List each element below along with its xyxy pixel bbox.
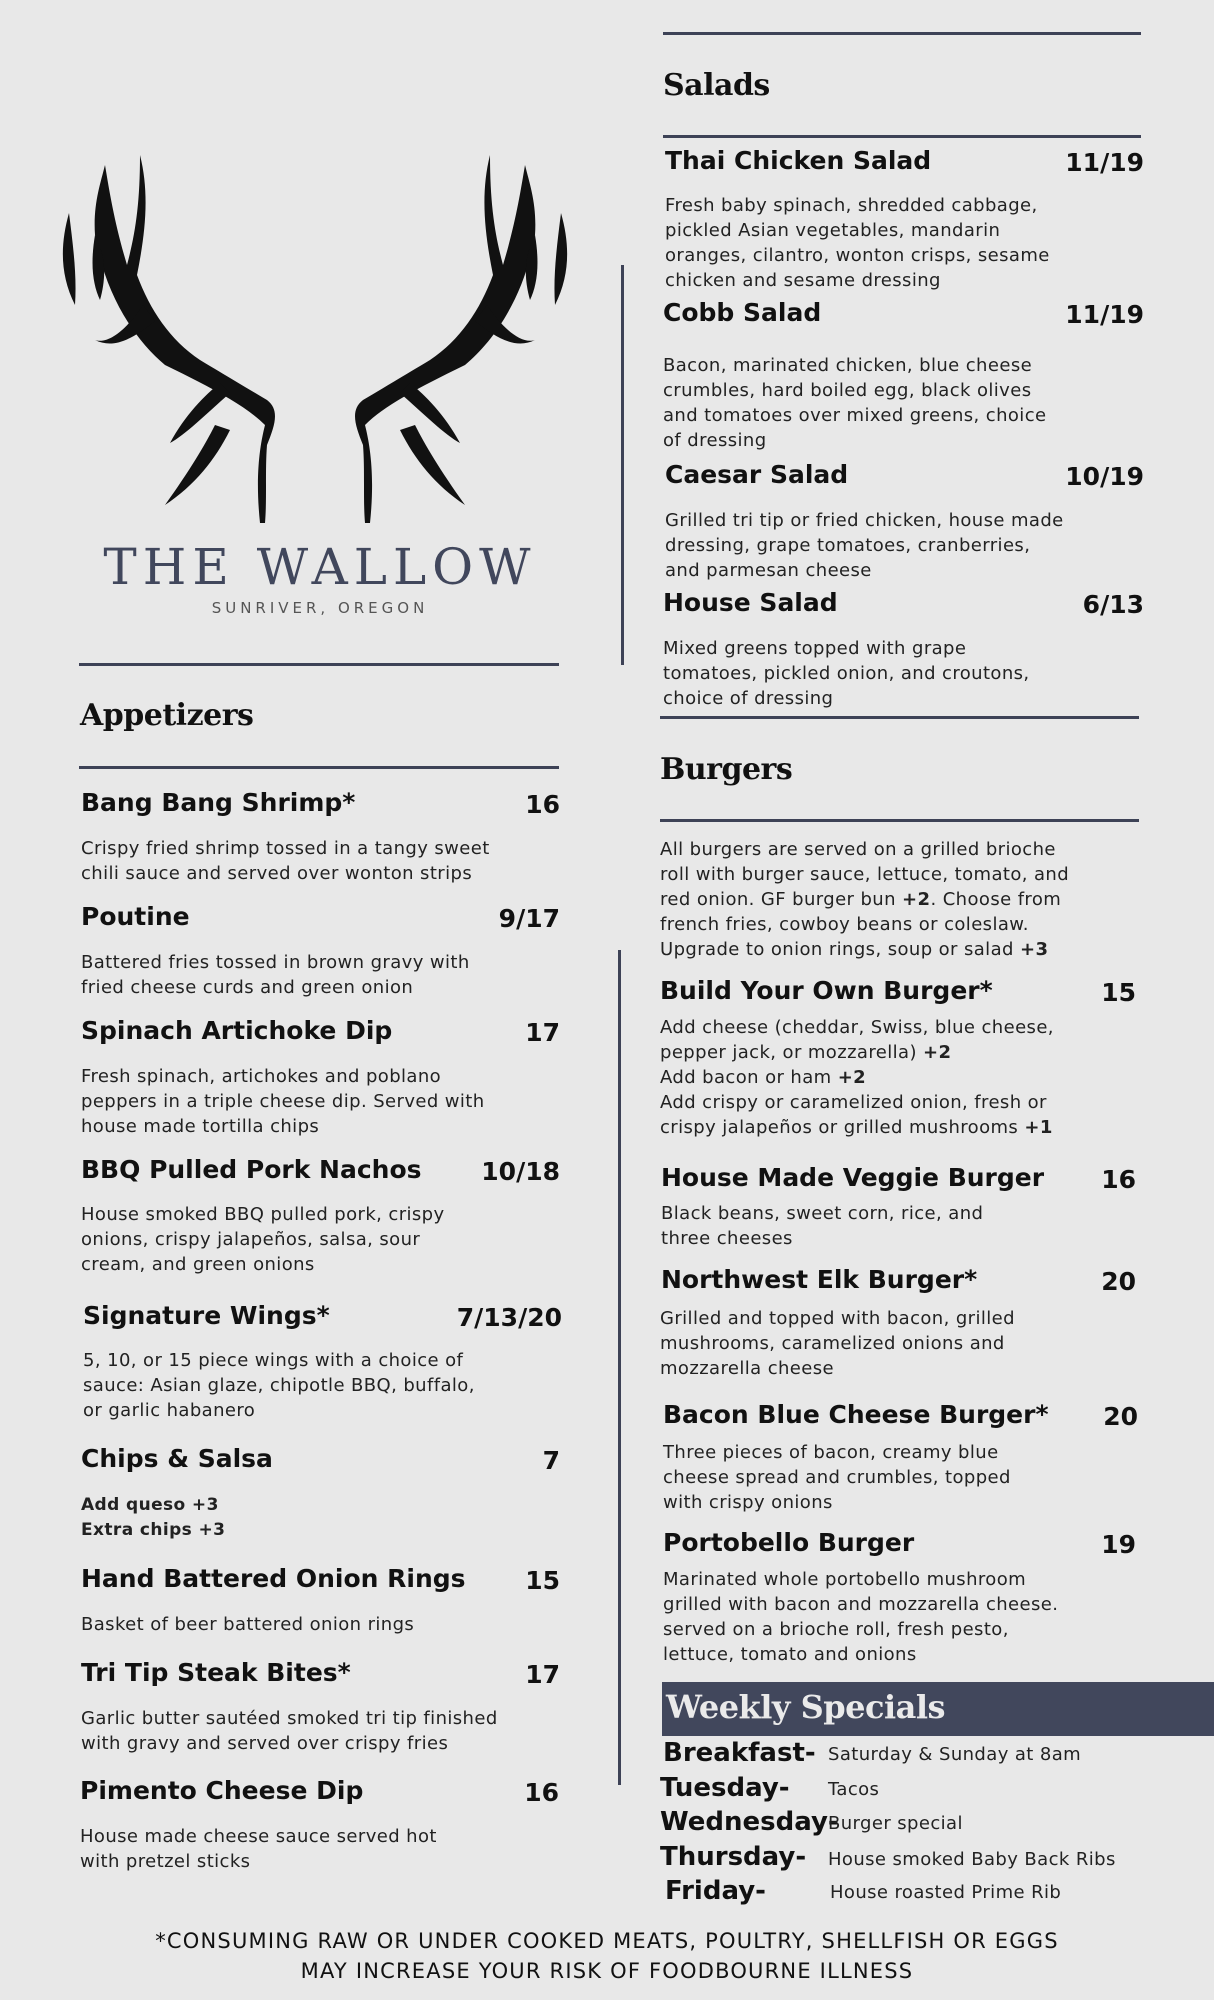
item-price: 17 [525,1018,560,1047]
item-description: Garlic butter sautéed smoked tri tip finished with gravy and served over crispy fries [81,1708,498,1754]
divider [663,135,1141,138]
health-disclaimer-line2: MAY INCREASE YOUR RISK OF FOODBOURNE ILLNESS [300,1959,914,1983]
item-name: BBQ Pulled Pork Nachos [81,1155,422,1184]
item-description: Fresh baby spinach, shredded cabbage, pickled Asian vegetables, mandarin oranges, cilantro, wonton crisps, sesame chicken and sesame dressing [665,195,1050,291]
divider [79,663,559,666]
item-description: Add queso +3 Extra chips +3 [81,1495,226,1540]
item-description: Grilled tri tip or fried chicken, house made dressing, grape tomatoes, cranberries, and parmesan cheese [665,510,1064,581]
item-name: House Salad [663,588,838,617]
item-price: 20 [1103,1402,1138,1431]
column-divider [618,950,621,1785]
item-description: Black beans, sweet corn, rice, and three cheeses [661,1203,984,1249]
item-description: Crispy fried shrimp tossed in a tangy sweet chili sauce and served over wonton strips [81,838,490,884]
divider [79,766,559,769]
item-description: Mixed greens topped with grape tomatoes, pickled onion, and croutons, choice of dressing [663,638,1030,709]
burgers-intro: All burgers are served on a grilled brioche roll with burger sauce, lettuce, tomato, and red onion. GF burger bun +2. Choose from french fries, cowboy beans or coleslaw. Upgrade to onion rings, soup or salad +3 [660,839,1070,960]
item-name: Build Your Own Burger* [660,976,993,1005]
health-disclaimer-line1: *CONSUMING RAW OR UNDER COOKED MEATS, POULTRY, SHELLFISH OR EGGS [155,1929,1059,1953]
item-price: 16 [525,790,560,819]
special-description: House roasted Prime Rib [830,1882,1062,1903]
item-name: Tri Tip Steak Bites* [81,1658,351,1687]
item-description: Marinated whole portobello mushroom grilled with bacon and mozzarella cheese. served on a brioche roll, fresh pesto, lettuce, tomato and onions [663,1569,1059,1665]
item-price: 6/13 [1082,590,1144,619]
item-price: 19 [1101,1530,1136,1559]
item-price: 11/19 [1065,300,1144,329]
special-day: Wednesday- [660,1807,839,1837]
item-price: 15 [525,1566,560,1595]
item-price: 16 [524,1778,559,1807]
item-description: 5, 10, or 15 piece wings with a choice of sauce: Asian glaze, chipotle BBQ, buffalo, or garlic habanero [83,1350,475,1421]
special-description: Burger special [828,1813,963,1834]
burgers-heading: Burgers [660,752,793,787]
special-description: Saturday & Sunday at 8am [828,1744,1082,1765]
item-description: Bacon, marinated chicken, blue cheese crumbles, hard boiled egg, black olives and tomatoes over mixed greens, choice of dressing [663,355,1047,451]
item-description: Fresh spinach, artichokes and poblano peppers in a triple cheese dip. Served with house made tortilla chips [81,1066,485,1137]
item-price: 7/13/20 [456,1303,562,1332]
item-price: 11/19 [1065,148,1144,177]
special-description: House smoked Baby Back Ribs [828,1849,1116,1870]
special-day: Breakfast- [663,1738,816,1768]
item-description: Add cheese (cheddar, Swiss, blue cheese, pepper jack, or mozzarella) +2 Add bacon or ham +2 Add crispy or caramelized onion, fresh or crispy jalapeños or grilled mushrooms +1 [660,1017,1054,1138]
special-description: Tacos [828,1779,880,1800]
divider [663,32,1141,35]
specials-heading: Weekly Specials [666,1688,945,1726]
item-name: Signature Wings* [83,1301,330,1330]
item-name: Bacon Blue Cheese Burger* [663,1400,1049,1429]
special-day: Thursday- [660,1842,807,1872]
divider [660,819,1139,822]
special-day: Tuesday- [660,1773,790,1803]
item-price: 10/18 [481,1157,560,1186]
brand-name: THE WALLOW [103,538,537,596]
item-name: Poutine [81,902,190,931]
item-name: Thai Chicken Salad [665,146,932,175]
item-description: Grilled and topped with bacon, grilled mushrooms, caramelized onions and mozzarella cheese [660,1308,1015,1379]
item-price: 17 [525,1660,560,1689]
antlers-logo [55,125,595,535]
item-name: Pimento Cheese Dip [80,1776,364,1805]
item-name: Northwest Elk Burger* [661,1265,978,1294]
item-price: 10/19 [1065,462,1144,491]
salads-heading: Salads [663,68,770,103]
item-price: 20 [1101,1267,1136,1296]
item-name: House Made Veggie Burger [661,1163,1045,1192]
item-name: Spinach Artichoke Dip [81,1016,393,1045]
item-description: House smoked BBQ pulled pork, crispy onions, crispy jalapeños, salsa, sour cream, and green onions [81,1204,445,1275]
column-divider [621,265,624,665]
item-description: Three pieces of bacon, creamy blue cheese spread and crumbles, topped with crispy onions [663,1442,1011,1513]
item-name: Caesar Salad [665,460,849,489]
item-description: House made cheese sauce served hot with pretzel sticks [80,1826,437,1872]
item-name: Bang Bang Shrimp* [81,788,356,817]
item-price: 15 [1101,978,1136,1007]
special-day: Friday- [665,1876,766,1906]
item-price: 16 [1101,1165,1136,1194]
item-name: Portobello Burger [663,1528,915,1557]
item-description: Battered fries tossed in brown gravy with fried cheese curds and green onion [81,952,470,998]
brand-location: SUNRIVER, OREGON [211,599,429,617]
item-price: 9/17 [498,904,560,933]
divider [660,716,1139,719]
appetizers-heading: Appetizers [80,698,254,733]
item-price: 7 [542,1446,560,1475]
item-name: Chips & Salsa [81,1444,273,1473]
item-description: Basket of beer battered onion rings [81,1614,415,1635]
item-name: Cobb Salad [663,298,822,327]
item-name: Hand Battered Onion Rings [81,1564,466,1593]
